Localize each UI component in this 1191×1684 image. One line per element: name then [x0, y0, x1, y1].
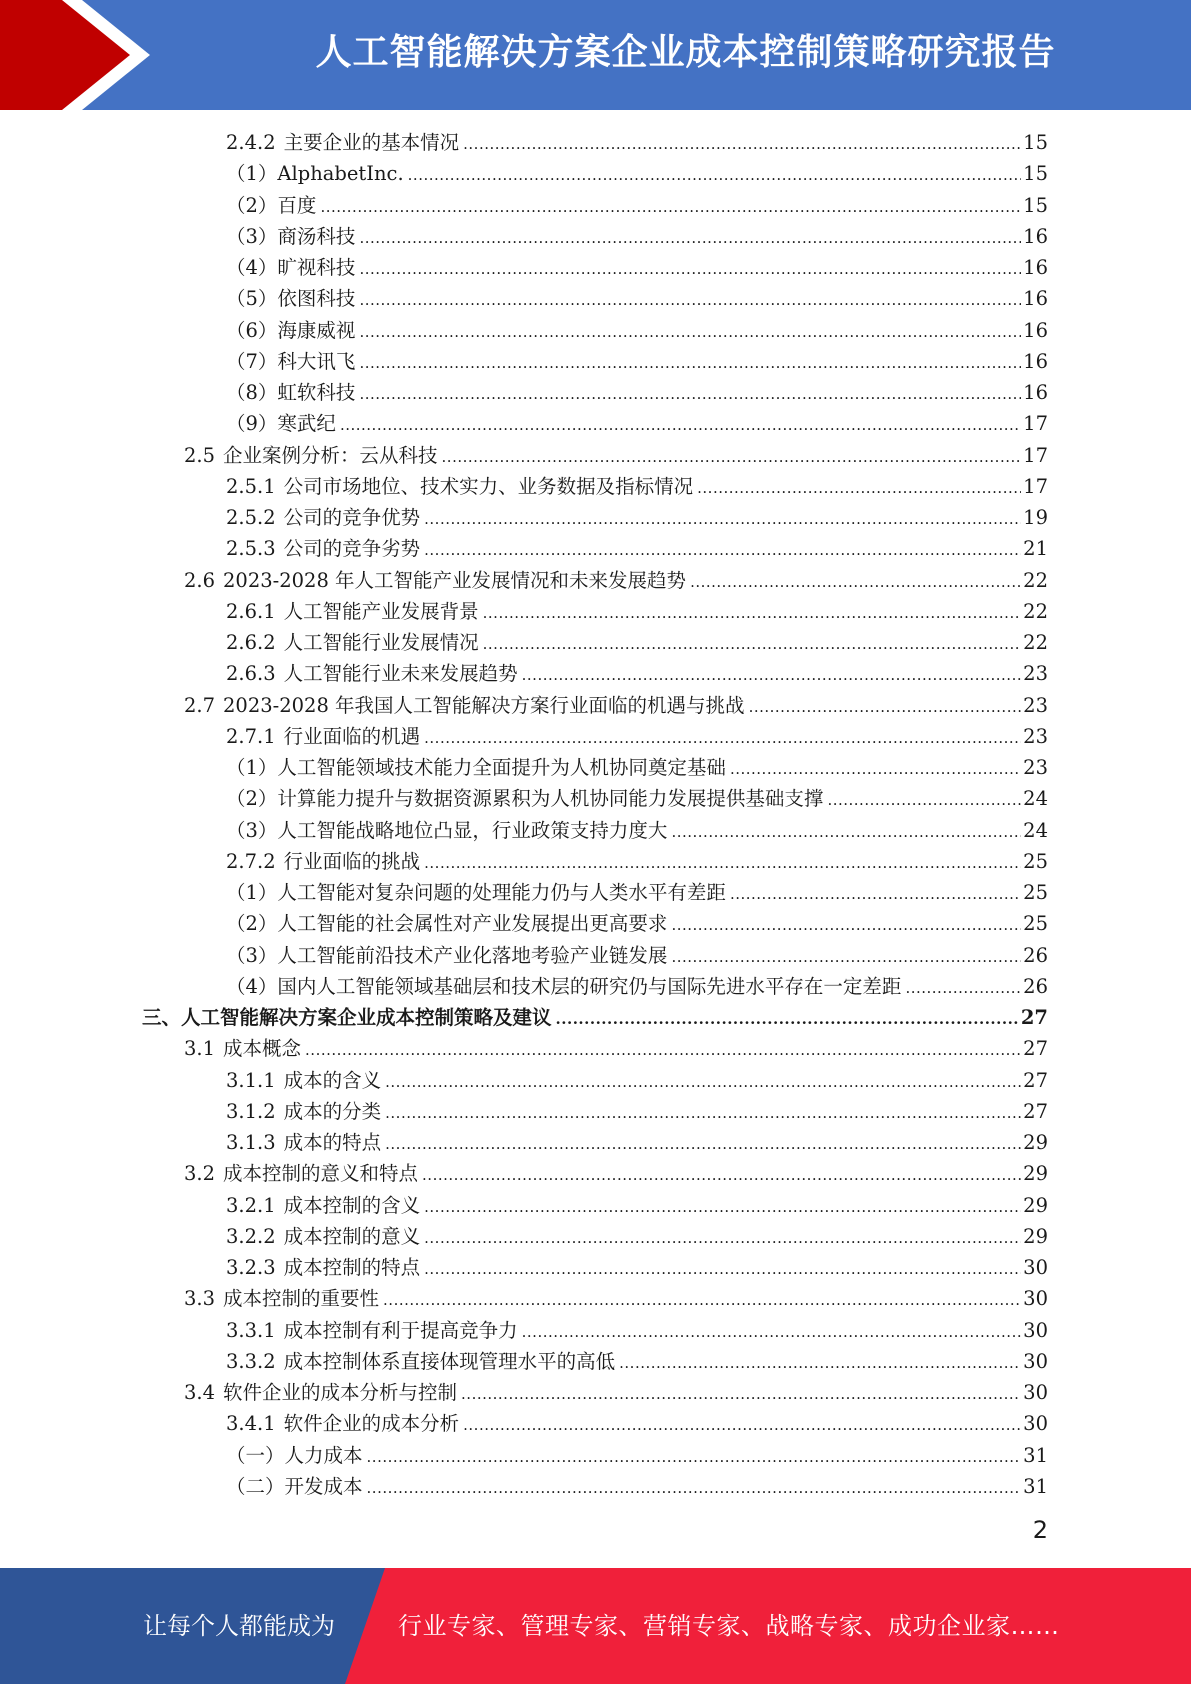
toc-dot-leader — [424, 1223, 1021, 1254]
toc-entry-page: 22 — [1023, 599, 1048, 623]
toc-entry-page: 17 — [1023, 443, 1048, 467]
toc-dot-leader — [359, 254, 1021, 285]
toc-entry-title: 成本控制的含义 — [283, 1193, 421, 1217]
toc-entry-page: 23 — [1023, 662, 1048, 686]
toc-dot-leader — [749, 692, 1022, 723]
toc-entry[interactable] — [226, 127, 1048, 158]
toc-dot-leader — [422, 1160, 1021, 1191]
toc-entry-title: 成本控制的重要性 — [223, 1287, 380, 1311]
toc-entry[interactable] — [184, 1033, 1048, 1064]
toc-entry[interactable] — [226, 846, 1048, 877]
toc-dot-leader — [385, 1129, 1021, 1160]
toc-entry-page: 21 — [1023, 537, 1048, 561]
toc-entry-title: 人工智能产业发展背景 — [283, 599, 479, 623]
toc-dot-leader — [461, 1379, 1021, 1410]
toc-dot-leader — [367, 1442, 1022, 1473]
toc-dot-leader — [359, 348, 1021, 379]
toc-entry-number: 3.1.3 — [226, 1131, 276, 1154]
header-arrow-red — [0, 0, 130, 110]
toc-entry-title: 成本控制体系直接体现管理水平的高低 — [283, 1349, 616, 1373]
toc-entry-title: 虹软科技 — [277, 381, 356, 404]
toc-entry[interactable] — [184, 1283, 1048, 1314]
toc-dot-leader — [424, 504, 1021, 535]
toc-entry-title: 行业面临的挑战 — [283, 849, 421, 873]
toc-entry-page: 16 — [1023, 287, 1048, 311]
toc-entry-title: 科大讯飞 — [277, 349, 356, 373]
toc-dot-leader — [483, 598, 1022, 629]
toc-entry-page: 16 — [1023, 256, 1048, 279]
toc-dot-leader — [522, 660, 1022, 691]
toc-entry-number: 2.5.3 — [226, 537, 276, 561]
toc-dot-leader — [424, 1192, 1021, 1223]
toc-entry-number: （4） — [226, 256, 278, 279]
toc-entry-title: 人工智能领域技术能力全面提升为人机协同奠定基础 — [277, 756, 726, 779]
toc-entry-page: 30 — [1023, 1349, 1048, 1373]
toc-entry-title: 成本概念 — [223, 1037, 302, 1061]
toc-entry[interactable] — [226, 158, 1048, 189]
toc-entry-number: 3.2.2 — [226, 1224, 276, 1248]
toc-entry-page: 16 — [1023, 349, 1048, 373]
report-title: 人工智能解决方案企业成本控制策略研究报告 — [315, 32, 1056, 73]
toc-dot-leader — [383, 1285, 1021, 1316]
header-banner — [0, 0, 1191, 110]
toc-entry[interactable] — [226, 877, 1048, 908]
toc-entry-number: （1） — [226, 881, 278, 904]
toc-entry-page: 26 — [1023, 974, 1048, 998]
toc-dot-leader — [463, 129, 1021, 160]
toc-entry-title: 2023-2028 年人工智能产业发展情况和未来发展趋势 — [223, 568, 687, 592]
toc-entry-title: 人工智能战略地位凸显，行业政策支持力度大 — [277, 818, 668, 842]
toc-entry-title: 行业面临的机遇 — [283, 724, 421, 748]
toc-entry[interactable] — [226, 1440, 1048, 1471]
toc-entry-number: 3.4 — [184, 1381, 216, 1404]
footer-banner — [0, 1568, 1191, 1684]
toc-entry-title: 开发成本 — [284, 1474, 363, 1498]
toc-entry-title: AlphabetInc. — [277, 162, 404, 186]
toc-entry-page: 24 — [1023, 787, 1048, 811]
toc-entry-number: （7） — [226, 349, 278, 373]
toc-entry-title: 旷视科技 — [277, 256, 356, 279]
toc-entry-page: 25 — [1023, 912, 1048, 936]
toc-entry-title: 成本的分类 — [283, 1099, 382, 1123]
toc-entry[interactable] — [226, 627, 1048, 658]
toc-entry-title: 人工智能解决方案企业成本控制策略及建议 — [181, 1006, 552, 1029]
toc-entry-title: 商汤科技 — [277, 224, 356, 248]
toc-entry[interactable] — [226, 1315, 1048, 1346]
toc-entry-title: 人工智能行业未来发展趋势 — [283, 662, 518, 686]
toc-dot-leader — [359, 285, 1021, 316]
toc-entry-page: 16 — [1023, 224, 1048, 248]
toc-entry-title: 计算能力提升与数据资源累积为人机协同能力发展提供基础支撑 — [277, 787, 824, 811]
toc-entry-number: 2.6.2 — [226, 631, 276, 654]
toc-entry-title: 人工智能前沿技术产业化落地考验产业链发展 — [277, 943, 668, 967]
toc-entry-page: 15 — [1023, 193, 1048, 217]
toc-entry-page: 27 — [1023, 1037, 1048, 1061]
toc-dot-leader — [385, 1067, 1021, 1098]
toc-entry[interactable] — [226, 971, 1048, 1002]
toc-dot-leader — [442, 442, 1022, 473]
toc-entry-page: 30 — [1023, 1381, 1048, 1404]
toc-entry[interactable] — [226, 908, 1048, 939]
toc-entry-number: （2） — [226, 787, 278, 811]
toc-entry-title: 成本控制的特点 — [283, 1256, 421, 1279]
toc-dot-leader — [690, 567, 1021, 598]
toc-entry[interactable] — [226, 815, 1048, 846]
toc-entry-page: 30 — [1023, 1318, 1048, 1342]
toc-entry[interactable] — [226, 1127, 1048, 1158]
toc-entry[interactable] — [226, 1408, 1048, 1439]
toc-entry-page: 24 — [1023, 818, 1048, 842]
toc-entry[interactable] — [226, 1346, 1048, 1377]
toc-entry[interactable] — [226, 721, 1048, 752]
toc-entry-page: 17 — [1023, 474, 1048, 498]
toc-entry-title: 公司的竞争优势 — [283, 506, 421, 529]
toc-entry-number: 3.2.1 — [226, 1193, 276, 1217]
toc-entry[interactable] — [226, 1065, 1048, 1096]
toc-entry-number: 3.4.1 — [226, 1412, 276, 1436]
toc-entry-page: 22 — [1023, 631, 1048, 654]
toc-entry-title: 依图科技 — [277, 287, 356, 311]
toc-entry-number: 3.2.3 — [226, 1256, 276, 1279]
toc-entry[interactable] — [184, 565, 1048, 596]
toc-entry-title: 人工智能行业发展情况 — [283, 631, 479, 654]
toc-entry[interactable] — [226, 783, 1048, 814]
toc-entry-page: 31 — [1023, 1443, 1048, 1467]
toc-entry[interactable] — [226, 471, 1048, 502]
toc-dot-leader — [483, 629, 1022, 660]
toc-dot-leader — [340, 410, 1021, 441]
toc-entry[interactable] — [226, 377, 1048, 408]
toc-entry-number: 三、 — [142, 1006, 182, 1029]
toc-entry-title: 软件企业的成本分析与控制 — [223, 1381, 458, 1404]
toc-entry-title: 人工智能对复杂问题的处理能力仍与人类水平有差距 — [277, 881, 726, 904]
toc-entry-page: 29 — [1023, 1162, 1048, 1186]
toc-entry-title: 主要企业的基本情况 — [283, 131, 460, 154]
footer-slogan-left: 让每个人都能成为 — [143, 1612, 335, 1640]
toc-entry-page: 23 — [1023, 693, 1048, 717]
toc-entry-page: 19 — [1023, 506, 1048, 529]
toc-entry-page: 25 — [1023, 881, 1048, 904]
toc-entry-page: 16 — [1023, 318, 1048, 342]
toc-entry-title: 成本控制的意义和特点 — [223, 1162, 419, 1186]
toc-entry[interactable] — [226, 190, 1048, 221]
toc-dot-leader — [408, 160, 1022, 191]
toc-entry-page: 26 — [1023, 943, 1048, 967]
toc-entry-number: 2.6 — [184, 568, 216, 592]
toc-entry-title: 百度 — [277, 193, 317, 217]
toc-entry[interactable] — [142, 1002, 1048, 1033]
toc-entry[interactable] — [226, 252, 1048, 283]
toc-entry[interactable] — [226, 596, 1048, 627]
toc-dot-leader — [730, 754, 1021, 785]
toc-entry-page: 27 — [1020, 1006, 1048, 1029]
toc-entry-number: 3.3 — [184, 1287, 216, 1311]
toc-entry-title: 成本控制有利于提高竞争力 — [283, 1318, 518, 1342]
toc-entry-page: 16 — [1023, 381, 1048, 404]
toc-entry-page: 27 — [1023, 1068, 1048, 1092]
toc-entry-number: （1） — [226, 756, 278, 779]
toc-entry-number: 2.5 — [184, 443, 216, 467]
toc-entry-title: 软件企业的成本分析 — [283, 1412, 460, 1436]
toc-entry-number: 3.1.2 — [226, 1099, 276, 1123]
toc-entry-page: 15 — [1023, 131, 1048, 154]
toc-entry-page: 29 — [1023, 1193, 1048, 1217]
toc-entry-page: 15 — [1023, 162, 1048, 186]
toc-entry-page: 25 — [1023, 849, 1048, 873]
toc-entry[interactable] — [184, 690, 1048, 721]
toc-entry[interactable] — [226, 940, 1048, 971]
toc-dot-leader — [424, 848, 1021, 879]
toc-entry-number: （3） — [226, 818, 278, 842]
toc-entry[interactable] — [184, 1158, 1048, 1189]
toc-entry-page: 22 — [1023, 568, 1048, 592]
toc-entry-page: 17 — [1023, 412, 1048, 436]
toc-entry-number: （二） — [226, 1474, 285, 1498]
toc-entry[interactable] — [226, 502, 1048, 533]
toc-entry-number: （2） — [226, 193, 278, 217]
toc-entry-title: 公司市场地位、技术实力、业务数据及指标情况 — [283, 474, 694, 498]
toc-entry-title: 2023-2028 年我国人工智能解决方案行业面临的机遇与挑战 — [223, 693, 745, 717]
toc-entry-number: 3.2 — [184, 1162, 216, 1186]
toc-dot-leader — [522, 1317, 1022, 1348]
toc-entry[interactable] — [226, 752, 1048, 783]
toc-entry[interactable] — [184, 1377, 1048, 1408]
toc-entry[interactable] — [226, 1190, 1048, 1221]
toc-dot-leader — [359, 379, 1021, 410]
toc-dot-leader — [697, 473, 1021, 504]
toc-dot-leader — [619, 1348, 1021, 1379]
toc-entry[interactable] — [226, 1252, 1048, 1283]
toc-dot-leader — [671, 942, 1021, 973]
toc-entry[interactable] — [226, 1221, 1048, 1252]
toc-entry-title: 国内人工智能领域基础层和技术层的研究仍与国际先进水平存在一定差距 — [277, 974, 902, 998]
toc-entry-page: 30 — [1023, 1287, 1048, 1311]
toc-dot-leader — [671, 817, 1021, 848]
toc-entry-title: 海康威视 — [277, 318, 356, 342]
toc-entry[interactable] — [226, 533, 1048, 564]
toc-entry-page: 30 — [1023, 1256, 1048, 1279]
footer-slogan-right: 行业专家、管理专家、营销专家、战略专家、成功企业家…… — [398, 1612, 1060, 1640]
toc-entry-title: 公司的竞争劣势 — [283, 537, 421, 561]
toc-entry[interactable] — [226, 658, 1048, 689]
toc-entry[interactable] — [226, 283, 1048, 314]
toc-dot-leader — [730, 879, 1021, 910]
toc-entry-number: 2.6.1 — [226, 599, 276, 623]
toc-entry-number: （8） — [226, 381, 278, 404]
toc-entry-number: 3.1 — [184, 1037, 216, 1061]
toc-entry[interactable] — [226, 221, 1048, 252]
toc-entry-number: （3） — [226, 224, 278, 248]
toc-entry-number: （5） — [226, 287, 278, 311]
toc-dot-leader — [367, 1473, 1022, 1504]
toc-entry-number: （9） — [226, 412, 278, 436]
toc-entry-page: 23 — [1023, 724, 1048, 748]
toc-entry-number: 2.5.2 — [226, 506, 276, 529]
toc-entry-title: 成本控制的意义 — [283, 1224, 421, 1248]
toc-entry-page: 31 — [1023, 1474, 1048, 1498]
toc-entry-number: 2.6.3 — [226, 662, 276, 686]
toc-entry-title: 寒武纪 — [277, 412, 336, 436]
toc-entry-page: 29 — [1023, 1131, 1048, 1154]
toc-dot-leader — [556, 1004, 1019, 1035]
toc-entry-number: （一） — [226, 1443, 285, 1467]
toc-entry-number: 2.7 — [184, 693, 216, 717]
toc-entry[interactable] — [226, 1471, 1048, 1502]
toc-dot-leader — [905, 973, 1021, 1004]
toc-entry-title: 企业案例分析：云从科技 — [223, 443, 438, 467]
toc-entry-title: 人工智能的社会属性对产业发展提出更高要求 — [277, 912, 668, 936]
toc-entry-title: 人力成本 — [284, 1443, 363, 1467]
toc-dot-leader — [305, 1035, 1021, 1066]
toc-entry-page: 30 — [1023, 1412, 1048, 1436]
toc-dot-leader — [359, 223, 1021, 254]
toc-entry-number: （6） — [226, 318, 278, 342]
toc-entry-title: 成本的特点 — [283, 1131, 382, 1154]
toc-dot-leader — [320, 192, 1021, 223]
toc-entry-number: 2.4.2 — [226, 131, 276, 154]
toc-dot-leader — [424, 1254, 1021, 1285]
toc-entry-number: 3.3.2 — [226, 1349, 276, 1373]
toc-dot-leader — [827, 785, 1021, 816]
toc-entry-number: 2.5.1 — [226, 474, 276, 498]
toc-entry-page: 23 — [1023, 756, 1048, 779]
toc-entry[interactable] — [226, 1096, 1048, 1127]
page-number: 2 — [1032, 1516, 1048, 1544]
toc-dot-leader — [359, 317, 1021, 348]
toc-entry[interactable] — [226, 346, 1048, 377]
toc-entry-number: 2.7.2 — [226, 849, 276, 873]
toc-entry-number: 3.3.1 — [226, 1318, 276, 1342]
toc-dot-leader — [671, 910, 1021, 941]
toc-entry-title: 成本的含义 — [283, 1068, 382, 1092]
toc-entry[interactable] — [184, 440, 1048, 471]
toc-dot-leader — [463, 1410, 1021, 1441]
toc-dot-leader — [424, 535, 1021, 566]
toc-entry-number: （4） — [226, 974, 278, 998]
toc-dot-leader — [385, 1098, 1021, 1129]
toc-entry-page: 29 — [1023, 1224, 1048, 1248]
toc-entry[interactable] — [226, 408, 1048, 439]
toc-entry-page: 27 — [1023, 1099, 1048, 1123]
toc-entry-number: （3） — [226, 943, 278, 967]
toc-entry-number: 3.1.1 — [226, 1068, 276, 1092]
toc-entry-number: 2.7.1 — [226, 724, 276, 748]
toc-entry-number: （1） — [226, 162, 278, 186]
toc-entry-number: （2） — [226, 912, 278, 936]
toc-entry[interactable] — [226, 315, 1048, 346]
toc-dot-leader — [424, 723, 1021, 754]
